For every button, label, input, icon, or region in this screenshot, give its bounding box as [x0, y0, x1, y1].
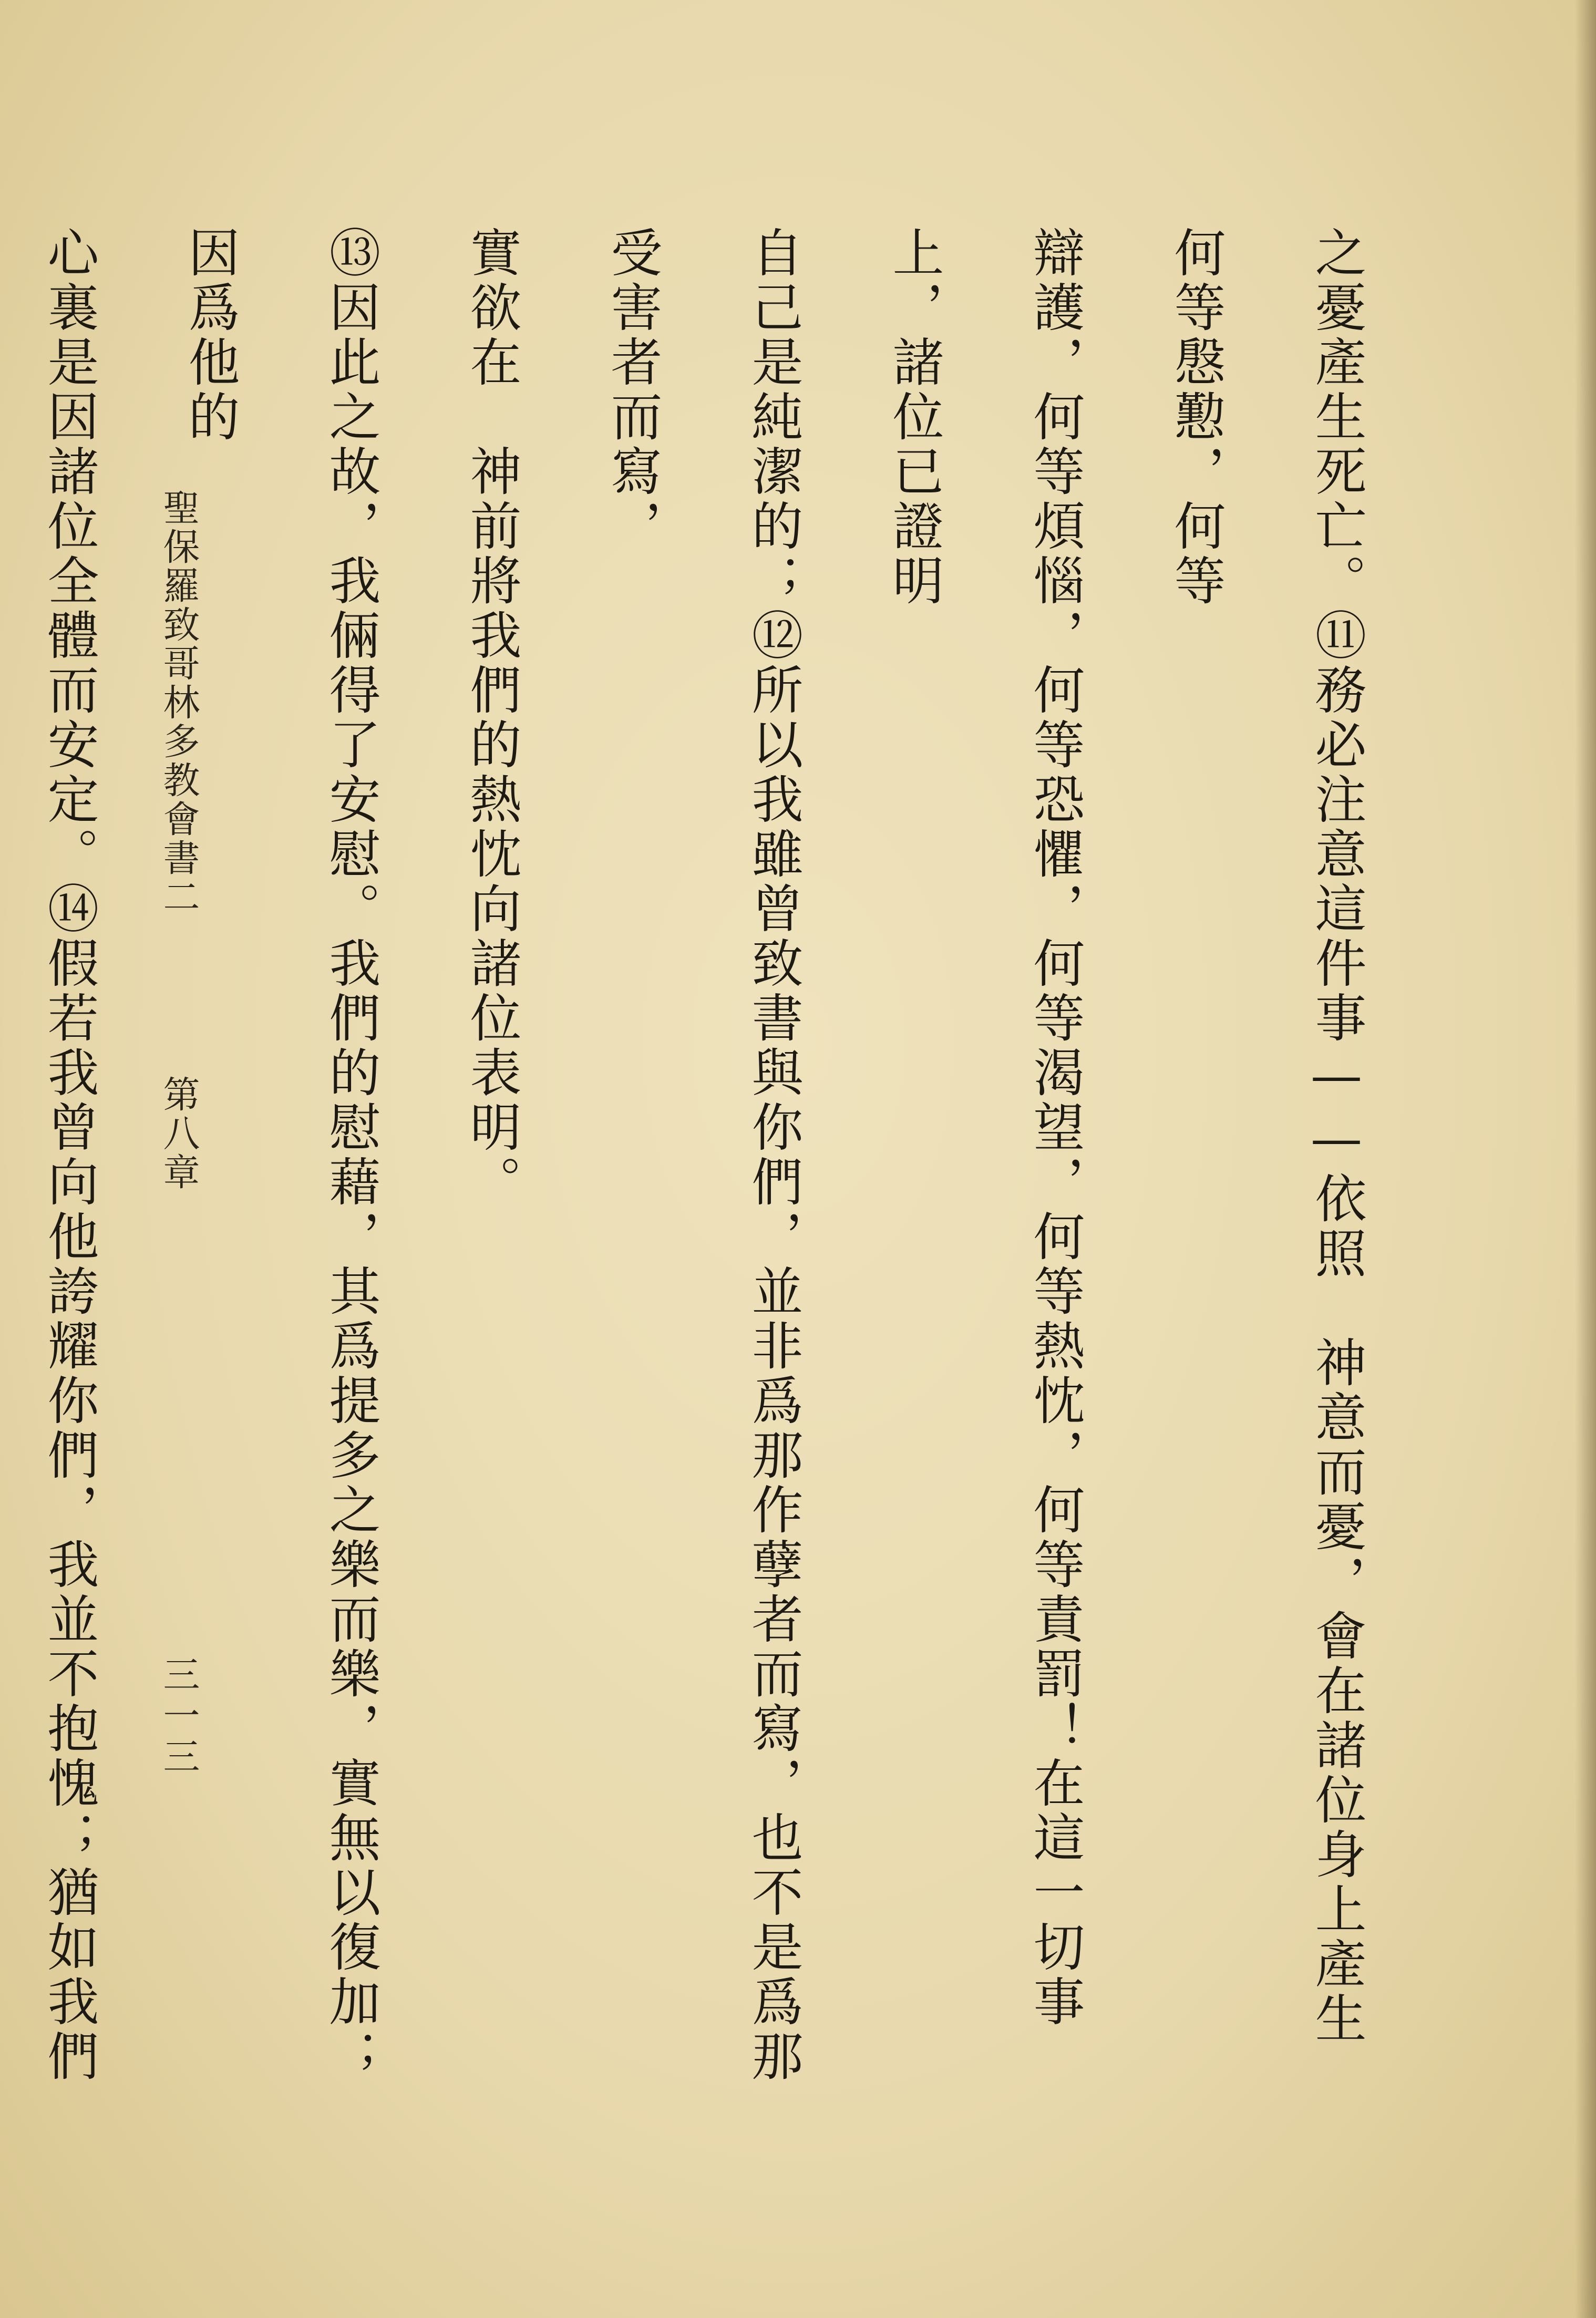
- page-number: 三一三: [157, 1655, 200, 1778]
- text-line: 辯護，何等煩惱，何等恐懼，何等渴望，何等熱忱，何等責罰！在這一切事上，諸位已證明: [884, 226, 1085, 2029]
- text-line: 心裏是因諸位全體而安定。⑭假若我曾向他誇耀你們，我並不抱愧；猶如我們: [39, 226, 99, 2084]
- text-line: 實欲在 神前將我們的熱忱向諸位表明。: [461, 226, 521, 1210]
- footer-chapter: 第八章: [157, 1075, 200, 1192]
- running-footer: [152, 489, 205, 2286]
- body-text: [0, 226, 1407, 2097]
- text-line: 之憂產生死亡。⑪務必注意這件事——依照 神意而憂，會在諸位身上產生何等慇懃，何等: [1166, 226, 1366, 2046]
- page-edge-shadow: [1575, 0, 1596, 2318]
- text-line: 自己是純潔的；⑫所以我雖曾致書與你們，並非爲那作孽者而寫，也不是爲那受害者而寫，: [602, 226, 803, 2084]
- footer-book-title: 聖保羅致哥林多教會書二: [157, 489, 200, 916]
- text-line: ⑬因此之故，我倆得了安慰。我們的慰藉，其爲提多之樂而樂，實無以復加；因爲他的: [180, 226, 380, 2084]
